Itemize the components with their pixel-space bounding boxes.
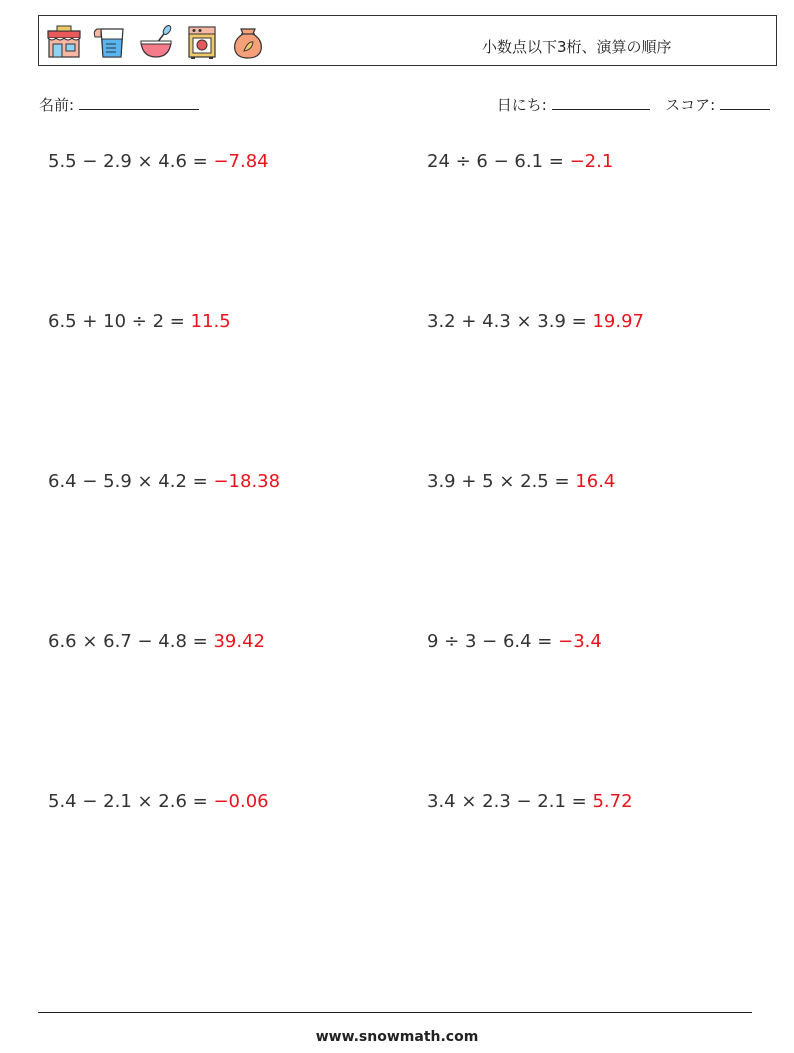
problem-6 <box>427 471 615 492</box>
problem-answer: 16.4 <box>575 471 616 492</box>
problem-expression: 3.2 + 4.3 × 3.9 = <box>427 311 587 332</box>
problem-expression: 5.5 − 2.9 × 4.6 = <box>48 151 208 172</box>
problem-answer: −3.4 <box>558 631 602 652</box>
measuring-jug-icon <box>91 23 129 61</box>
date-score-fields <box>497 94 770 115</box>
problem-7 <box>48 631 265 652</box>
flour-sack-icon <box>229 23 267 61</box>
problem-expression: 9 ÷ 3 − 6.4 = <box>427 631 553 652</box>
problem-1 <box>48 151 269 172</box>
problem-10 <box>427 791 633 812</box>
name-blank[interactable] <box>79 95 199 110</box>
problem-expression: 6.6 × 6.7 − 4.8 = <box>48 631 208 652</box>
score-blank[interactable] <box>720 95 770 110</box>
oven-icon <box>183 23 221 61</box>
problem-answer: −0.06 <box>213 791 269 812</box>
footer-url[interactable]: www.snowmath.com <box>315 1029 479 1045</box>
mixing-bowl-whisk-icon <box>137 23 175 61</box>
problem-2 <box>427 151 613 172</box>
problem-answer: −18.38 <box>213 471 281 492</box>
problem-expression: 6.5 + 10 ÷ 2 = <box>48 311 185 332</box>
problem-expression: 5.4 − 2.1 × 2.6 = <box>48 791 208 812</box>
date-blank[interactable] <box>552 95 650 110</box>
problem-answer: −7.84 <box>213 151 269 172</box>
problem-3 <box>48 311 231 332</box>
problem-answer: −2.1 <box>569 151 614 172</box>
date-label: 日にち: <box>496 96 547 114</box>
problem-expression: 6.4 − 5.9 × 4.2 = <box>48 471 208 492</box>
problem-answer: 39.42 <box>213 631 265 652</box>
header-icons <box>45 23 267 59</box>
worksheet-header <box>38 15 777 66</box>
problem-answer: 5.72 <box>592 791 633 812</box>
name-label: 名前: <box>39 96 75 114</box>
name-field <box>39 94 199 115</box>
problem-expression: 3.4 × 2.3 − 2.1 = <box>427 791 587 812</box>
footer-divider <box>38 1012 752 1013</box>
problem-expression: 3.9 + 5 × 2.5 = <box>427 471 570 492</box>
problem-4 <box>427 311 644 332</box>
problem-answer: 11.5 <box>190 311 231 332</box>
shop-icon <box>45 23 83 61</box>
problem-5 <box>48 471 280 492</box>
problem-answer: 19.97 <box>592 311 644 332</box>
worksheet-title: 小数点以下3桁、演算の順序 <box>482 38 672 56</box>
score-label: スコア: <box>665 96 716 114</box>
problem-expression: 24 ÷ 6 − 6.1 = <box>427 151 564 172</box>
problem-9 <box>48 791 269 812</box>
problem-8 <box>427 631 602 652</box>
